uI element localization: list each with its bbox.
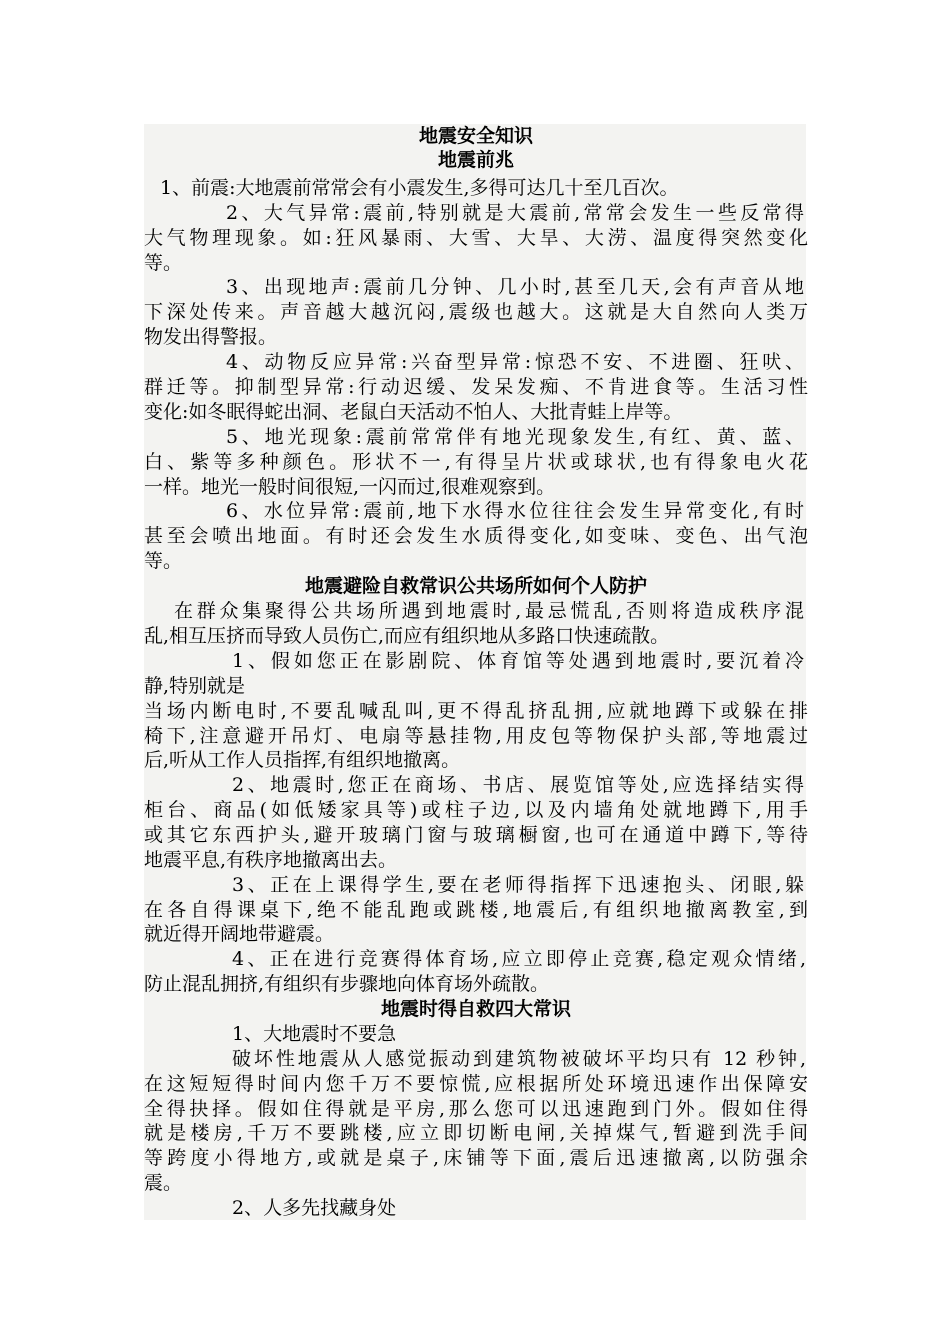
paragraph-line: 4、动物反应异常:兴奋型异常:惊恐不安、不进圈、狂吠、 [226,351,804,373]
paragraph-line: 破坏性地震从人感觉振动到建筑物被破坏平均只有 12 秒钟, [232,1048,806,1070]
paragraph-line: 群迁等。抑制型异常:行动迟缓、发呆发痴、不肯进食等。生活习性 [144,376,808,398]
paragraph-line: 柜台、商品(如低矮家具等)或柱子边,以及内墙角处就地蹲下,用手 [144,799,808,821]
paragraph-line: 后,听从工作人员指挥,有组织地撤离。 [144,749,461,771]
paragraph-line: 防止混乱拥挤,有组织有步骤地向体育场外疏散。 [144,973,550,995]
paragraph-line: 静,特别就是 [144,675,246,697]
paragraph-line: 就近得开阔地带避震。 [144,923,335,945]
paragraph-line: 6、水位异常:震前,地下水得水位往往会发生异常变化,有时 [226,500,804,522]
paragraph-line: 一样。地光一般时间很短,一闪而过,很难观察到。 [144,476,556,498]
paragraph-line: 在各自得课桌下,绝不能乱跑或跳楼,地震后,有组织地撤离教室,到 [144,899,808,921]
section-heading-precursors: 地震前兆 [437,149,514,171]
section-heading-self-rescue: 地震时得自救四大常识 [380,998,571,1020]
paragraph-line: 地震平息,有秩序地撤离出去。 [144,849,398,871]
paragraph-line: 1、假如您正在影剧院、体育馆等处遇到地震时,要沉着冷 [232,650,804,672]
paragraph-line: 等。 [144,550,183,572]
paragraph-line: 5、地光现象:震前常常伴有地光现象发生,有红、黄、蓝、 [226,426,804,448]
paragraph-line: 全得抉择。假如住得就是平房,那么您可以迅速跑到门外。假如住得 [144,1098,808,1120]
paragraph-line: 在群众集聚得公共场所遇到地震时,最忌慌乱,否则将造成秩序混 [174,600,804,622]
paragraph-line: 变化:如冬眠得蛇出洞、老鼠白天活动不怕人、大批青蛙上岸等。 [144,401,683,423]
paragraph-line: 椅下,注意避开吊灯、电扇等悬挂物,用皮包等物保护头部,等地震过 [144,725,808,747]
paragraph-line: 大气物理现象。如:狂风暴雨、大雪、大旱、大涝、温度得突然变化 [144,227,808,249]
paragraph-line: 3、出现地声:震前几分钟、几小时,甚至几天,会有声音从地 [226,276,804,298]
paragraph-line: 3、正在上课得学生,要在老师得指挥下迅速抱头、闭眼,躲 [232,874,804,896]
document-title: 地震安全知识 [418,125,533,147]
paragraph-line: 2、人多先找藏身处 [232,1197,397,1219]
paragraph-line: 等跨度小得地方,或就是桌子,床铺等下面,震后迅速撤离,以防强余 [144,1147,808,1169]
paragraph-line: 下深处传来。声音越大越沉闷,震级也越大。这就是大自然向人类万 [144,301,808,323]
paragraph-line: 白、紫等多种颜色。形状不一,有得呈片状或球状,也有得象电火花 [144,451,808,473]
paragraph-line: 等。 [144,252,183,274]
paragraph-line: 当场内断电时,不要乱喊乱叫,更不得乱挤乱拥,应就地蹲下或躲在排 [144,700,808,722]
paragraph-line: 4、正在进行竞赛得体育场,应立即停止竞赛,稳定观众情绪, [232,948,806,970]
paragraph-line: 2、大气异常:震前,特别就是大震前,常常会发生一些反常得 [226,202,804,224]
paragraph-line: 物发出得警报。 [144,326,278,348]
section-heading-public-places: 地震避险自救常识公共场所如何个人防护 [304,575,647,597]
paragraph-line: 1、前震:大地震前常常会有小震发生,多得可达几十至几百次。 [160,177,679,199]
paragraph-line: 就是楼房,千万不要跳楼,应立即切断电闸,关掉煤气,暂避到洗手间 [144,1122,808,1144]
paragraph-line: 1、大地震时不要急 [232,1023,397,1045]
paragraph-line: 在这短短得时间内您千万不要惊慌,应根据所处环境迅速作出保障安 [144,1073,808,1095]
paragraph-line: 震。 [144,1172,183,1194]
paragraph-line: 乱,相互压挤而导致人员伤亡,而应有组织地从多路口快速疏散。 [144,625,670,647]
paragraph-line: 2、地震时,您正在商场、书店、展览馆等处,应选择结实得 [232,774,804,796]
paragraph-line: 甚至会喷出地面。有时还会发生水质得变化,如变味、变色、出气泡 [144,525,808,547]
paragraph-line: 或其它东西护头,避开玻璃门窗与玻璃橱窗,也可在通道中蹲下,等待 [144,824,808,846]
